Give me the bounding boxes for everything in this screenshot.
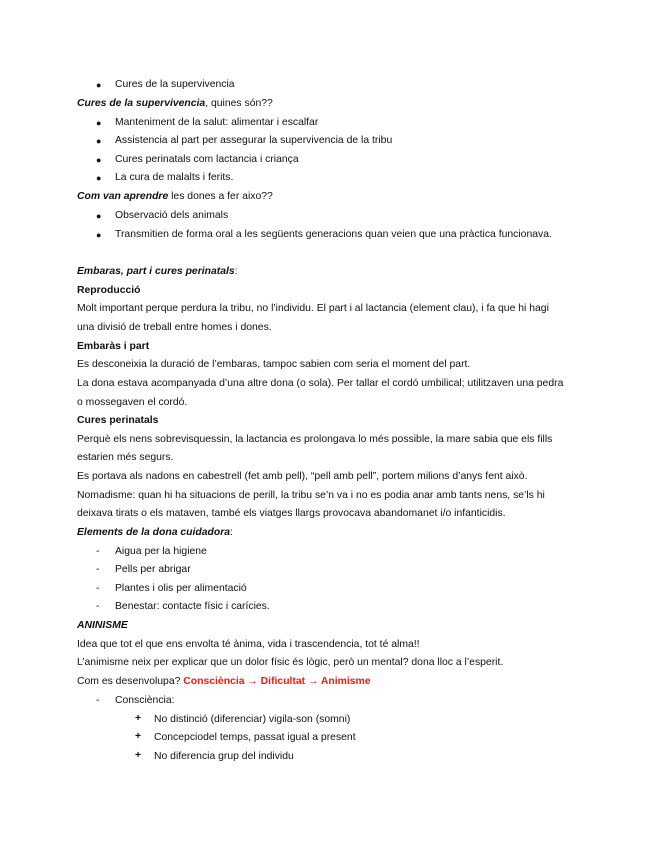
heading-aninisme: ANINISME [77,620,128,631]
paragraph-line: una divisió de treball entre homes i dones. [77,322,272,333]
plus-icon: + [135,731,142,742]
heading-elements: Elements de la dona cuidadora: [77,527,233,538]
list-item: - Pells per abrigar [96,561,595,580]
list-item: + No diferencia grup del individu [135,748,595,767]
dash-icon: - [96,546,100,557]
heading-cures: Cures perinatals [77,415,159,426]
list-item: - Aigua per la higiene [96,543,595,562]
list-item: - Plantes i olis per alimentació [96,580,595,599]
question-line: Com van aprendre les dones a fer aixo?? [77,191,273,202]
list-item: ● Observació dels animals [96,207,595,226]
list-item: ● Cures perinatals com lactancia i criança [96,151,595,170]
bullet-icon: ● [96,118,102,128]
bullet-icon: ● [96,211,102,221]
list-item: ● Assistencia al part per assegurar la supervivencia de la tribu [96,132,595,151]
dash-icon: - [96,695,100,706]
bullet-icon: ● [96,136,102,146]
arrow-icon: → [305,676,321,687]
list-item: - Consciència: [96,692,595,711]
list-item: ● Transmitien de forma oral a les següents generacions quan veien que una pràctica funcionava. [96,226,595,245]
flow-step: Dificultat [260,676,306,687]
flow-step: Consciència [183,676,245,687]
list-item: + Concepciodel temps, passat igual a present [135,729,595,748]
paragraph-line: Perquè els nens sobrevisquessin, la lactancia es prolongava lo més possible, la mare sabia que els fills [77,434,553,445]
bullet-icon: ● [96,80,102,90]
section-title: Embaras, part i cures perinatals: [77,266,238,277]
arrow-icon: → [244,676,261,687]
paragraph-line: La dona estava acompanyada d’una altre dona (o sola). Per tallar el cordó umbilical; utilitzaven una pedra [77,378,564,389]
heading-embaras: Embaràs i part [77,341,150,352]
question-line: Cures de la supervivencia, quines són?? [77,98,273,109]
paragraph-line: estarien més segurs. [77,452,174,463]
paragraph-line: Es desconeixia la duració de l’embaras, tampoc sabien com seria el moment del part. [77,359,471,370]
paragraph-line: Idea que tot el que ens envolta té ànima, vida i trascendencia, tot té alma!! [77,639,420,650]
dash-icon: - [96,601,100,612]
dash-icon: - [96,564,100,575]
list-item: - Benestar: contacte físic i carícies. [96,598,595,617]
list-item: ● Manteniment de la salut: alimentar i escalfar [96,114,595,133]
list-item: ● La cura de malalts i ferits. [96,169,595,188]
list-item: ● Cures de la supervivencia [96,76,595,95]
heading-reproduccio: Reproducció [77,285,141,296]
bullet-icon: ● [96,173,102,183]
list-item: + No distinció (diferenciar) vigila-son (somni) [135,711,595,730]
flow-step: Animisme [320,676,371,687]
bullet-icon: ● [96,155,102,165]
paragraph-line: Nomadisme: quan hi ha situacions de perill, la tribu se’n va i no es podia anar amb tants nens, se’ls hi [77,490,545,501]
paragraph-line: L’animisme neix per explicar que un dolor físic és lògic, però un mental? dona lloc a l’esperit. [77,657,504,668]
paragraph-line: Es portava als nadons en cabestrell (fet amb pell), “pell amb pell”, portem milions d’anys fent això. [77,471,528,482]
dash-icon: - [96,583,100,594]
paragraph-line: Molt important perque perdura la tribu, no l’individu. El part i al lactancia (element clau), i fa que hi hagi [77,303,549,314]
paragraph-line: o mossegaven el cordó. [77,397,188,408]
flow-line: Com es desenvolupa? Consciència → Dificultat → Animisme [77,676,371,687]
paragraph-line: deixava tirats o els mataven, també els viatges llargs provocava abandomanet i/o infanticidis. [77,508,506,519]
plus-icon: + [135,750,142,761]
plus-icon: + [135,713,142,724]
bullet-icon: ● [96,230,102,240]
